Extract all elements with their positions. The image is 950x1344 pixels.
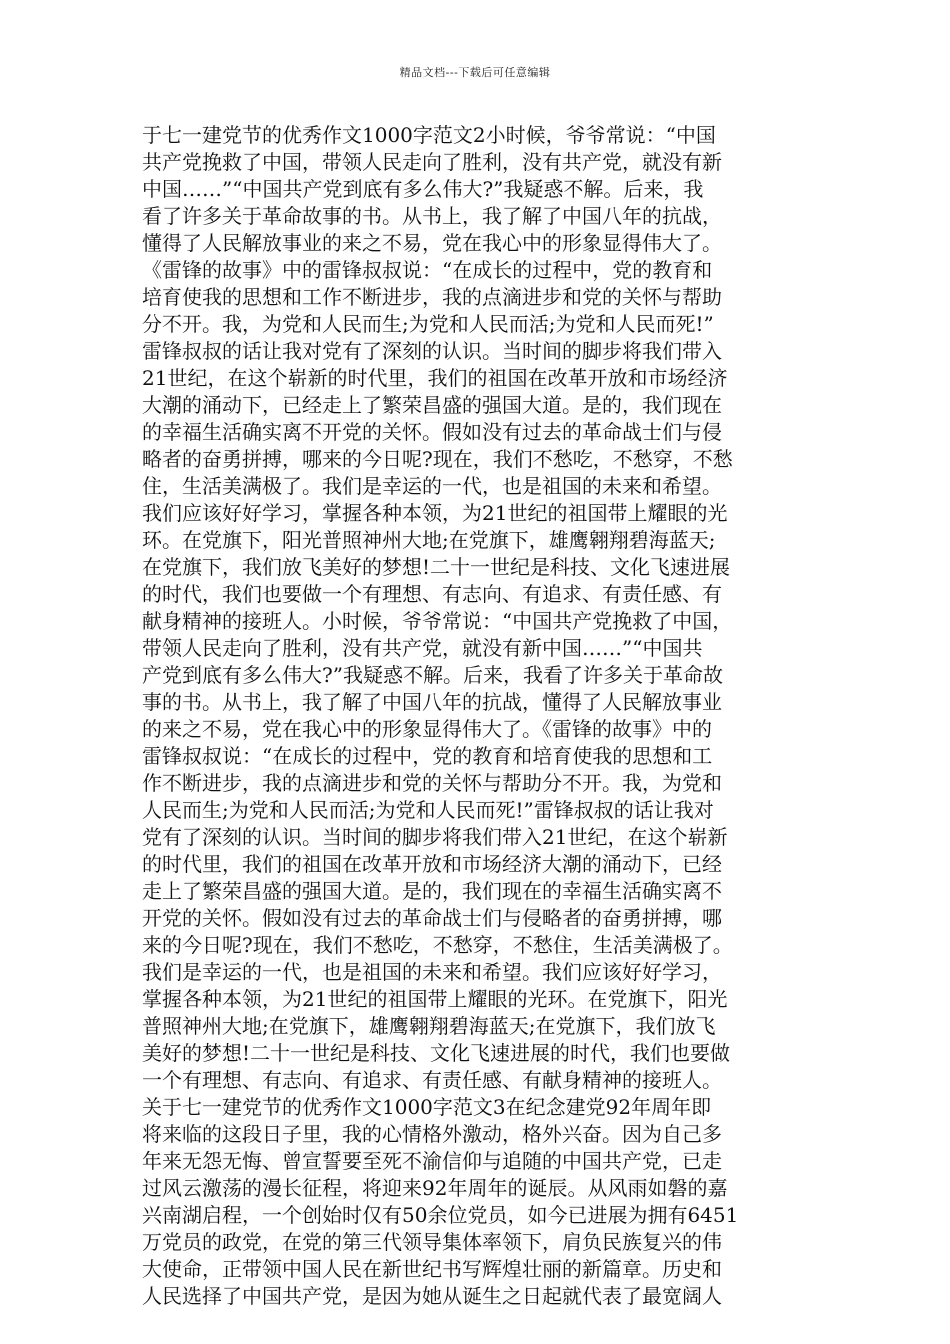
- text-line: 大潮的涌动下，已经走上了繁荣昌盛的强国大道。是的，我们现在: [142, 393, 722, 417]
- text-line: 产党到底有多么伟大?”我疑惑不解。后来，我看了许多关于革命故: [142, 663, 723, 687]
- text-line: 年来无怨无悔、曾宣誓要至死不渝信仰与追随的中国共产党，已走: [142, 1149, 722, 1173]
- text-line: 雷锋叔叔的话让我对党有了深刻的认识。当时间的脚步将我们带入: [142, 339, 722, 363]
- text-line: 分不开。我，为党和人民而生;为党和人民而活;为党和人民而死!”: [142, 312, 714, 336]
- text-line: 开党的关怀。假如没有过去的革命战士们与侵略者的奋勇拼搏，哪: [142, 906, 722, 930]
- text-line: 的时代，我们也要做一个有理想、有志向、有追求、有责任感、有: [142, 582, 722, 606]
- text-line: 大使命，正带领中国人民在新世纪书写辉煌壮丽的新篇章。历史和: [142, 1257, 722, 1281]
- text-line: 培育使我的思想和工作不断进步，我的点滴进步和党的关怀与帮助: [142, 285, 722, 309]
- text-line: 我们应该好好学习，掌握各种本领，为21世纪的祖国带上耀眼的光: [142, 501, 728, 525]
- text-line: 略者的奋勇拼搏，哪来的今日呢?现在，我们不愁吃，不愁穿，不愁: [142, 447, 733, 471]
- text-line: 《雷锋的故事》中的雷锋叔叔说：“在成长的过程中，党的教育和: [142, 258, 713, 282]
- text-line: 人民而生;为党和人民而活;为党和人民而死!”雷锋叔叔的话让我对: [142, 798, 714, 822]
- text-line: 的幸福生活确实离不开党的关怀。假如没有过去的革命战士们与侵: [142, 420, 722, 444]
- text-line: 人民选择了中国共产党，是因为她从诞生之日起就代表了最宽阔人: [142, 1284, 722, 1308]
- text-line: 事的书。从书上，我了解了中国八年的抗战，懂得了人民解放事业: [142, 690, 722, 714]
- text-line: 走上了繁荣昌盛的强国大道。是的，我们现在的幸福生活确实离不: [142, 879, 722, 903]
- text-line: 在党旗下，我们放飞美好的梦想!二十一世纪是科技、文化飞速进展: [142, 555, 731, 579]
- text-line: 党有了深刻的认识。当时间的脚步将我们带入21世纪，在这个崭新: [142, 825, 728, 849]
- text-line: 过风云激荡的漫长征程，将迎来92年周年的诞辰。从风雨如磐的嘉: [142, 1176, 728, 1200]
- text-line: 环。在党旗下，阳光普照神州大地;在党旗下，雄鹰翱翔碧海蓝天;: [142, 528, 716, 552]
- text-line: 雷锋叔叔说：“在成长的过程中，党的教育和培育使我的思想和工: [142, 744, 713, 768]
- text-line: 将来临的这段日子里，我的心情格外激动，格外兴奋。因为自己多: [142, 1122, 722, 1146]
- page-header: 精品文档---下载后可任意编辑: [399, 66, 551, 79]
- text-line: 的时代里，我们的祖国在改革开放和市场经济大潮的涌动下，已经: [142, 852, 722, 876]
- text-line: 关于七一建党节的优秀作文1000字范文3在纪念建党92年周年即: [142, 1095, 712, 1119]
- text-line: 我们是幸运的一代，也是祖国的未来和希望。我们应该好好学习，: [142, 960, 722, 984]
- text-line: 21世纪，在这个崭新的时代里，我们的祖国在改革开放和市场经济: [142, 366, 728, 390]
- text-line: 兴南湖启程，一个创始时仅有50余位党员，如今已进展为拥有6451: [142, 1203, 739, 1227]
- essay-body: [142, 122, 808, 1310]
- text-line: 掌握各种本领，为21世纪的祖国带上耀眼的光环。在党旗下，阳光: [142, 987, 728, 1011]
- text-line: 一个有理想、有志向、有追求、有责任感、有献身精神的接班人。: [142, 1068, 722, 1092]
- text-line: 美好的梦想!二十一世纪是科技、文化飞速进展的时代，我们也要做: [142, 1041, 731, 1065]
- text-line: 来的今日呢?现在，我们不愁吃，不愁穿，不愁住，生活美满极了。: [142, 933, 733, 957]
- text-line: 中国……”“中国共产党到底有多么伟大?”我疑惑不解。后来，我: [142, 177, 704, 201]
- text-line: 万党员的政党，在党的第三代领导集体率领下，肩负民族复兴的伟: [142, 1230, 722, 1254]
- text-line: 作不断进步，我的点滴进步和党的关怀与帮助分不开。我，为党和: [142, 771, 722, 795]
- text-line: 懂得了人民解放事业的来之不易，党在我心中的形象显得伟大了。: [142, 231, 722, 255]
- text-line: 共产党挽救了中国，带领人民走向了胜利，没有共产党，就没有新: [142, 150, 722, 174]
- text-line: 的来之不易，党在我心中的形象显得伟大了。《雷锋的故事》中的: [142, 717, 712, 741]
- text-line: 住，生活美满极了。我们是幸运的一代，也是祖国的未来和希望。: [142, 474, 722, 498]
- text-line: 献身精神的接班人。小时候，爷爷常说：“中国共产党挽救了中国，: [142, 609, 733, 633]
- text-line: 带领人民走向了胜利，没有共产党，就没有新中国……”“中国共: [142, 636, 703, 660]
- text-line: 普照神州大地;在党旗下，雄鹰翱翔碧海蓝天;在党旗下，我们放飞: [142, 1014, 716, 1038]
- text-line: 看了许多关于革命故事的书。从书上，我了解了中国八年的抗战，: [142, 204, 722, 228]
- text-line: 于七一建党节的优秀作文1000字范文2小时候，爷爷常说：“中国: [142, 123, 716, 147]
